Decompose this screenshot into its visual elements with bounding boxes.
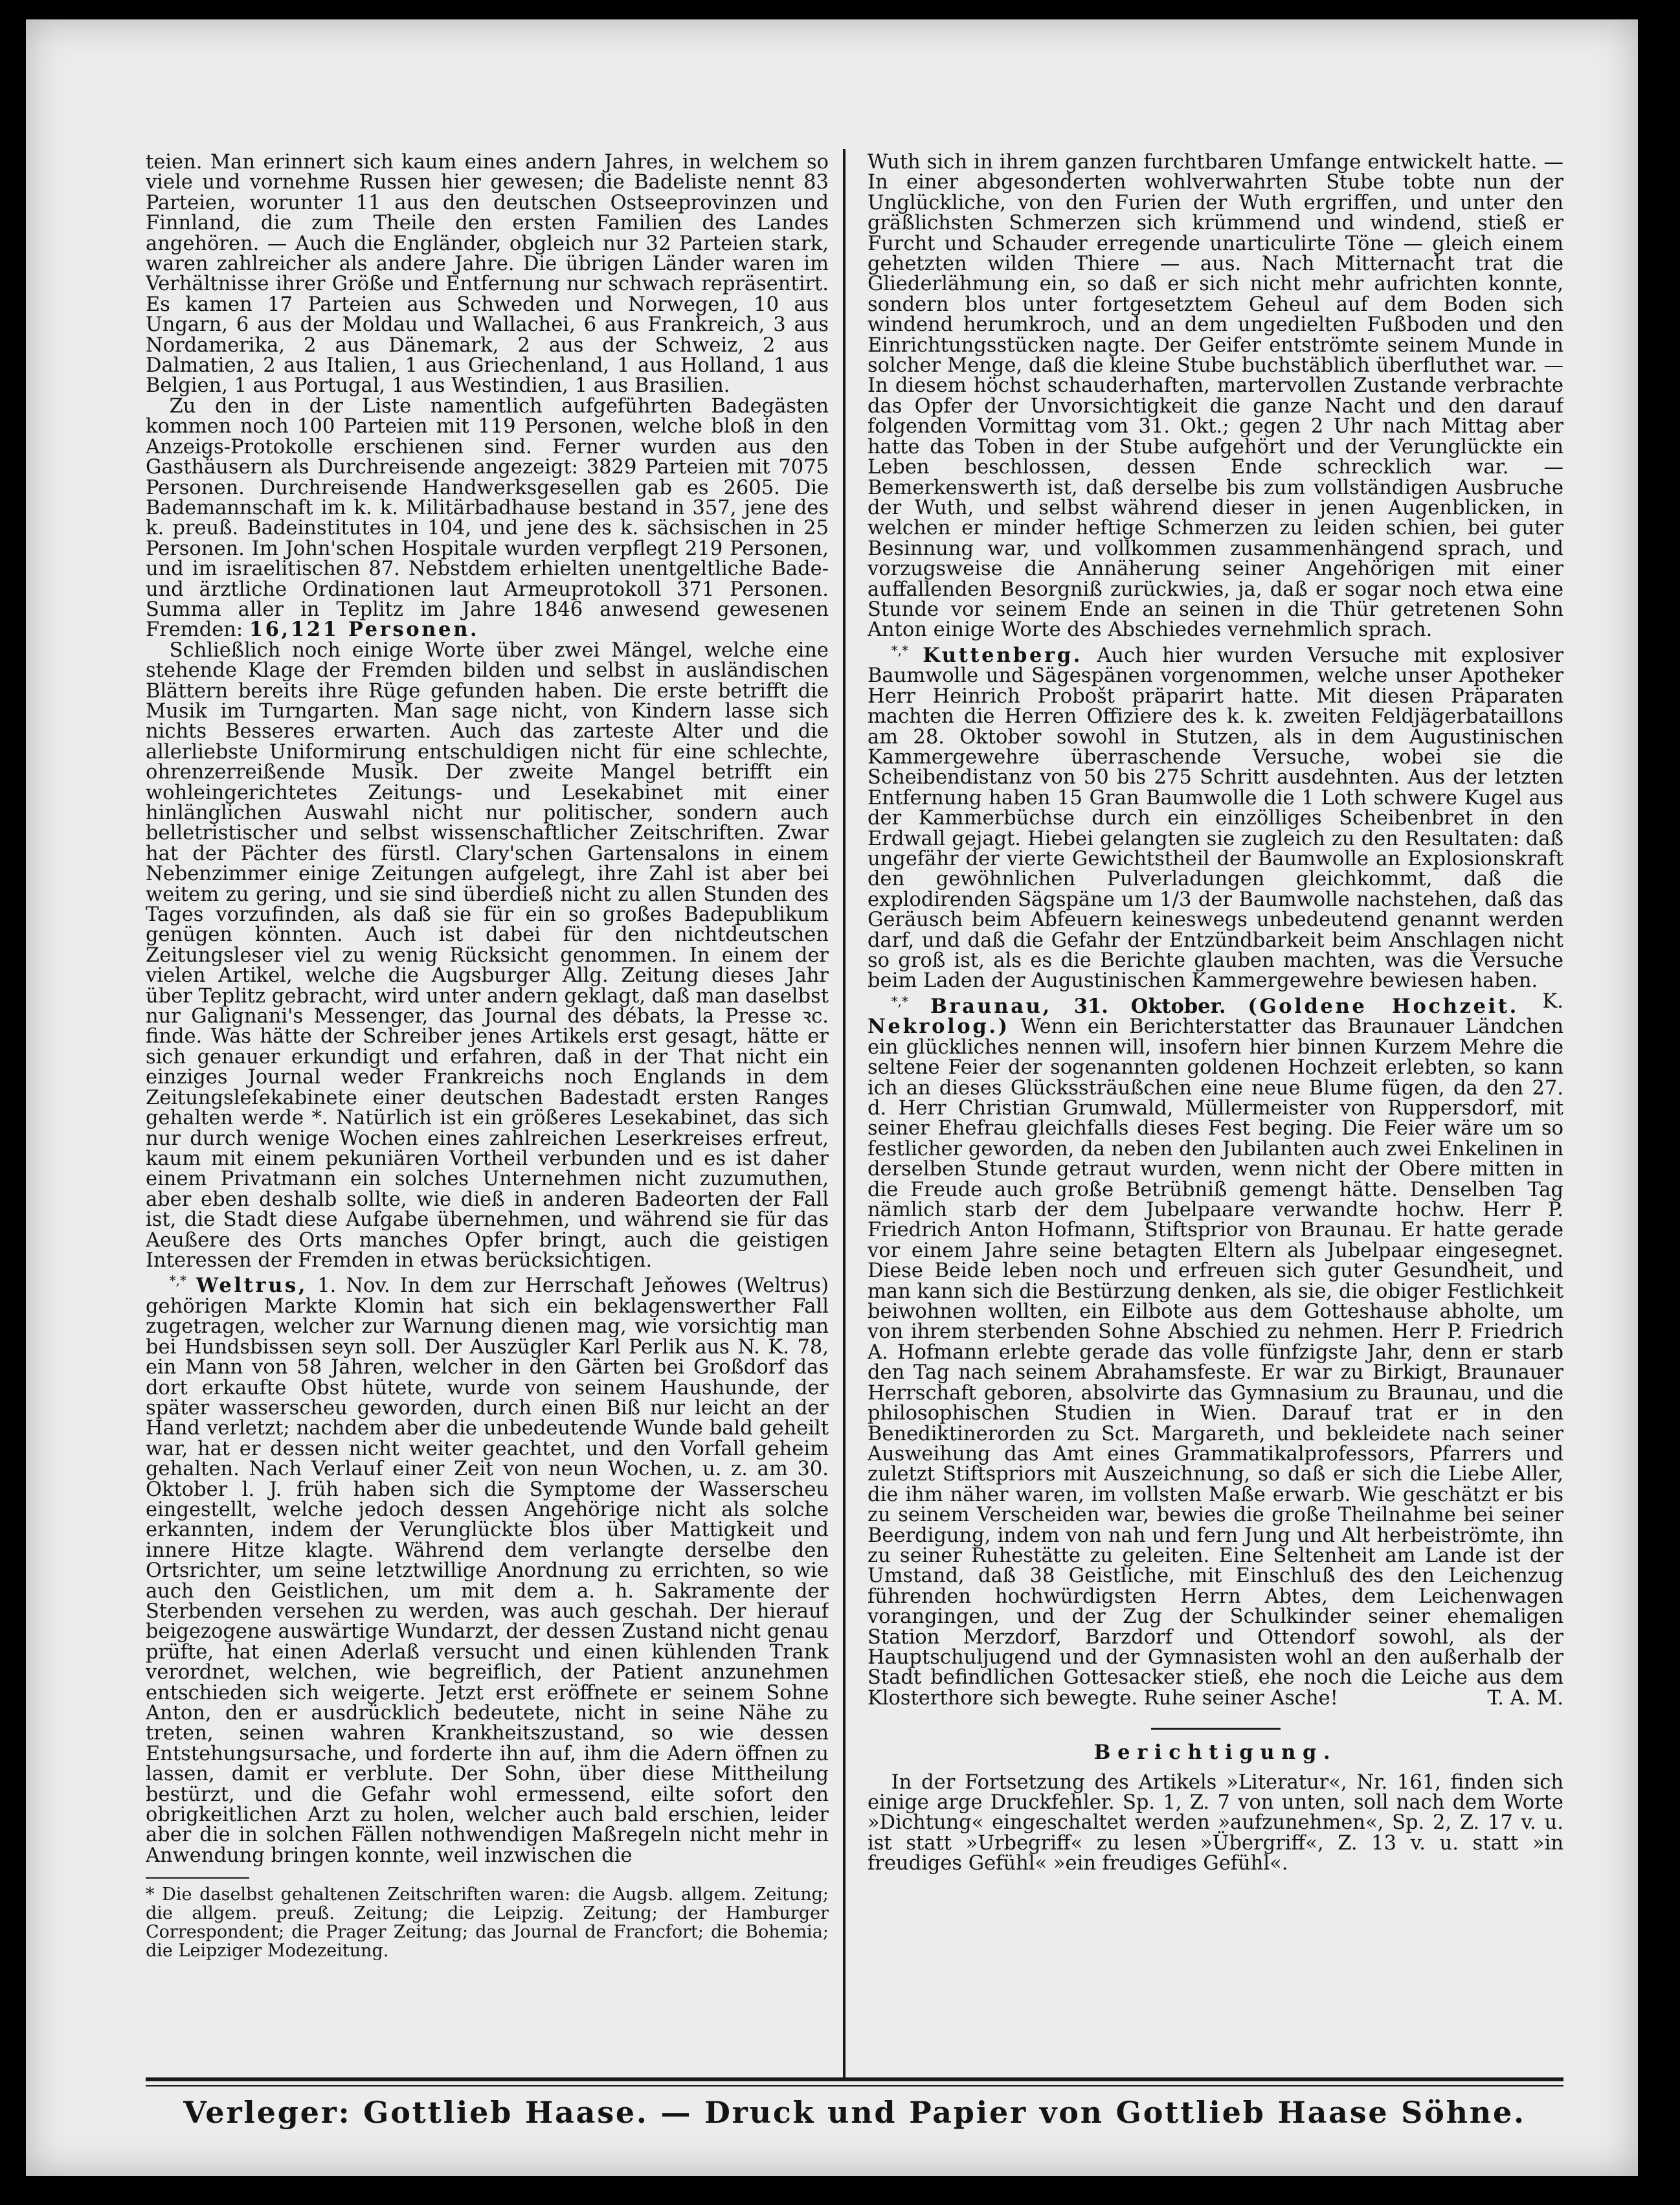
news-body: Auch hier wurden Versuche mit explosiver Baumwolle und Sägespänen vorgenommen, welche unser Apotheker Herr Heinrich Probošt präparirt hatte. Mit diesen Präparaten machten die Herren Offiziere des k. k. zweiten Feldjägerbataillons am 28. Oktober sowohl in Stutzen, als in dem Augustinischen Kammergewehre überraschende Versuche, wobei sie die Scheibendistanz von 50 bis 275 Schritt ausdehnten. Aus der letzten Entfernung haben 15 Gran Baumwolle die 1 Loth schwere Kugel aus der Kammerbüchse durch ein einzölliges Scheibenbret in den Erdwall gejagt. Hiebei gelangten sie zugleich zu den Resultaten: daß ungefähr der vierte Gewichtstheil der Baumwolle an Explosionskraft den gewöhnlichen Pulverladungen gleichkommt, daß die explodirenden Sägspäne um 1/3 der Baumwolle nachstehen, daß das Geräusch beim Abfeuern keineswegs unbedeutend genannt werden darf, und daß die Gefahr der Entzündbarkeit beim Anschlagen nicht so groß ist, als es die Berichte glauben machten, was die Versuche beim Laden der Augustinischen Kammergewehre bewiesen haben. [868,644,1563,993]
news-body: 1. Nov. In dem zur Herrschaft Jeňowes (Weltrus) gehörigen Markte Klomin hat sich ein beklagenswerther Fall zugetragen, welcher zur Warnung dienen mag, wie vorsichtig man bei Hundsbissen seyn soll. Der Auszügler Karl Perlik aus N. K. 78, ein Mann von 58 Jahren, welcher in den Gärten bei Großdorf das dort erkaufte Obst hütete, wurde von seinem Haushunde, der später wasserscheu geworden, durch einen Biß nur leicht an der Hand verletzt; nachdem aber die unbedeutende Wunde bald geheilt war, hat er dessen nicht weiter geachtet, und den Vorfall geheim gehalten. Nach Verlauf einer Zeit von neun Wochen, u. z. am 30. Oktober l. J. früh haben sich die Symptome der Wasserscheu eingestellt, welche jedoch dessen Angehörige nicht als solche erkannten, indem der Verunglückte blos über Mattigkeit und innere Hitze klagte. Während dem verlangte derselbe den Ortsrichter, um seine letztwillige Anordnung zu errichten, so wie auch den Geistlichen, um mit dem a. h. Sakramente der Sterbenden versehen zu werden, was auch geschah. Der hierauf beigezogene auswärtige Wundarzt, der dessen Zustand nicht genau prüfte, hat einen Aderlaß versucht und einen kühlenden Trank verordnet, welchen, wie begreiflich, der Patient anzunehmen entschieden sich weigerte. Jetzt erst eröffnete er seinem Sohne Anton, den er ausdrücklich bedeutete, nicht in seine Nähe zu treten, seinen wahren Krankheitszustand, so wie dessen Entstehungsursache, und forderte ihn auf, ihm die Adern öffnen zu lassen, damit er verblute. Der Sohn, über diese Mittheilung bestürzt, und die Gefahr wohl ermessend, eilte sofort den obrigkeitlichen Arzt zu holen, welcher auch bald erschien, leider aber die in solchen Fällen nothwendigen Maßregeln nicht mehr in Anwendung bringen konnte, weil inzwischen die [146,1274,829,1867]
news-item-braunau [868,991,1563,1708]
news-kicker: (Goldene Hochzeit. Nekrolog.) [868,994,1519,1039]
footnote: * Die daselbst gehaltenen Zeitschriften waren: die Augsb. allgem. Zeitung; die allgem. preuß. Zeitung; die Leipzig. Zeitung; der Hamburger Correspondent; die Prager Zeitung; das Journal de Francfort; die Bohemia; die Leipziger Modezeitung. [146,1884,829,1962]
footnote-divider [146,1877,249,1879]
asterism: *,* [891,642,908,658]
dateline-place: Kuttenberg. [923,643,1083,667]
correction-heading: Berichtigung. [1093,1741,1338,1765]
article-paragraph: teien. Man erinnert sich kaum eines andern Jahres, in welchem so viele und vornehme Russen hier gewesen; die Badeliste nennt 83 Parteien, worunter 11 aus den deutschen Ostseeprovinzen und Finnland, die zum Theile den ersten Familien des Landes angehören. — Auch die Engländer, obgleich nur 32 Parteien stark, waren zahlreicher als andere Jahre. Die übrigen Länder waren im Verhältnisse ihrer Größe und Entfernung nur schwach repräsentirt. Es kamen 17 Parteien aus Schweden und Norwegen, 10 aus Ungarn, 6 aus der Moldau und Wallachei, 6 aus Frankreich, 3 aus Nordamerika, 2 aus Dänemark, 2 aus der Schweiz, 2 aus Dalmatien, 2 aus Italien, 1 aus Griechenland, 1 aus Holland, 1 aus Belgien, 1 aus Portugal, 1 aus Westindien, 1 aus Brasilien. [146,152,829,398]
author-signature: K. [1542,989,1563,1013]
news-item-weltrus [146,1271,829,1866]
section-divider [1151,1728,1281,1730]
left-column [146,152,829,2072]
right-column [868,152,1563,2072]
article-paragraph: Schließlich noch einige Worte über zwei Mängel, welche eine stehende Klage der Fremden bilden und selbst in ausländischen Blättern bereits ihre Rüge gefunden haben. Die erste betrifft die Musik im Turngarten. Man sage nicht, von Kindern lasse sich nichts Besseres erwarten. Auch das zarteste Alter und die allerliebste Uniformirung entschuldigen nicht für eine schlechte, ohrenzerreißende Musik. Der zweite Mangel betrifft ein wohleingerichtetes Zeitungs- und Lesekabinet mit einer hinlänglichen Auswahl nicht nur politischer, sondern auch belletristischer und selbst wissenschaftlicher Zeitschriften. Zwar hat der Pächter des fürstl. Clary'schen Gartensalons in einem Nebenzimmer einige Zeitungen aufgelegt, ihre Zahl ist aber bei weitem zu gering, und sie sind überdieß nicht zu allen Stunden des Tages vorzufinden, als daß sie für ein so großes Badepublikum genügen könnten. Auch ist dabei für den nichtdeutschen Zeitungsleser viel zu wenig Rücksicht genommen. In einem der vielen Artikel, welche die Augsburger Allg. Zeitung dieses Jahr über Teplitz gebracht, wird unter andern geklagt, daß man daselbst nur Galignani's Messenger, das Journal des débats, la Presse ꝛc. finde. Was hätte der Schreiber jenes Artikels erst gesagt, hätte er sich genauer erkundigt und erfahren, daß in der That nicht ein einziges Journal weder Frankreichs noch Englands in dem Zeitungsleſekabinete einer deutschen Badestadt ersten Ranges gehalten werde *. Natürlich ist ein größeres Lesekabinet, das sich nur durch wenige Wochen eines zahlreichen Leserkreises erfreut, kaum mit einem pekuniären Vortheil verbunden und es ist daher einem Privatmann ein solches Unternehmen nicht zuzumuthen, aber eben deshalb sollte, wie dieß in anderen Badeorten der Fall ist, die Stadt diese Aufgabe übernehmen, und während sie für das Aeußere des Orts manches Opfer bringt, auch die geistigen Interessen der Fremden in etwas berücksichtigen. [146,639,829,1272]
article-paragraph [146,396,829,640]
column-divider [843,149,846,2079]
news-body: Wenn ein Berichterstatter das Braunauer Ländchen ein glückliches nennen will, insofern hier binnen Kurzem Mehre die seltene Feier der sogenannten goldenen Hochzeit erlebten, so kann ich an dieses Glückssträußchen eine neue Blume fügen, da den 27. d. Herr Christian Grumwald, Müllermeister von Ruppersdorf, mit seiner Ehefrau gleichfalls dieses Fest beging. Die Feier wäre um so festlicher geworden, da neben den Jubilanten auch zwei Enkelinen in derselben Stunde getraut wurden, wenn nicht der Obere mitten in die Freude auch große Betrübniß gemengt hätte. Denselben Tag nämlich starb der dem Jubelpaare verwandte hochw. Herr P. Friedrich Anton Hofmann, Stiftsprior von Braunau. Er hatte gerade vor einem Jahre seine betagten Eltern als Jubelpaar eingesegnet. Diese Beide leben noch und erfreuen sich guter Gesundheit, und man kann sich die Bestürzung denken, als sie, die obiger Festlichkeit beiwohnen wollten, ein Eilbote aus dem Gotteshause abholte, um von ihrem sterbenden Sohne Abschied zu nehmen. Herr P. Friedrich A. Hofmann erlebte gerade das volle fünfzigste Jahr, denn er starb den Tag nach seinem Abrahamsfeste. Er war zu Birkigt, Braunauer Herrschaft geboren, absolvirte das Gymnasium zu Braunau, und die philosophischen Studien in Wien. Darauf trat er in den Benediktinerorden zu Sct. Margareth, und bekleidete nach seiner Ausweihung das Amt eines Grammatikalprofessors, Pfarrers und zuletzt Stiftspriors mit Auszeichnung, so daß er sich die Liebe Aller, die ihm näher waren, im vollsten Maße erwarb. Wie geschätzt er bis zu seinem Verscheiden war, bewies die große Theilnahme bei seiner Beerdigung, indem von nah und fern Jung und Alt herbeiströmte, ihn zu seiner Ruhestätte zu geleiten. Eine Seltenheit am Lande ist der Umstand, daß 38 Geistliche, mit Einschluß des den Leichenzug führenden hochwürdigsten Herrn Abtes, dem Leichenwagen vorangingen, und der Zug der Schulkinder seiner ehemaligen Station Merzdorf, Barzdorf und Ottendorf sowohl, als der Hauptschuljugend und der Gymnasisten wohl an den außerhalb der Stadt befindlichen Gottesacker stieß, ehe noch die Leiche aus dem Klosterthore sich bewegte. Ruhe seiner Asche! [868,1015,1563,1710]
publisher-imprint: Verleger: Gottlieb Haase. — Druck und Papier von Gottlieb Haase Söhne. [183,2095,1526,2130]
asterism: *,* [891,993,908,1009]
imprint-rule-thin [146,2085,1563,2086]
dateline-place: Weltrus, [196,1274,308,1298]
paragraph-text: Zu den in der Liste namentlich aufgeführten Badegästen kommen noch 100 Parteien mit 119 Personen, welche bloß in den Anzeigs-Protokolle erschienen sind. Ferner wurden aus den Gasthäusern als Durchreisende angezeigt: 3829 Parteien mit 7075 Personen. Durchreisende Handwerksgesellen gab es 2605. Die Bademannschaft im k. k. Militärbadhause bestand in 357, jene des k. preuß. Badeinstitutes in 104, und jene des k. sächsischen in 25 Personen. Im John'schen Hospitale wurden verpflegt 219 Personen, und im israelitischen 87. Nebstdem erhielten unentgeltliche Bade- und ärztliche Ordinationen laut Armeuprotokoll 371 Personen. Summa aller in Teplitz im Jahre 1846 anwesend gewesenen Fremden: [146,394,829,642]
imprint-rule-thick [146,2077,1563,2081]
asterism: *,* [169,1272,186,1289]
total-visitors: 16,121 Personen. [249,618,480,642]
dateline-place: Braunau, [930,994,1052,1018]
correction-text: In der Fortsetzung des Artikels »Literatur«, Nr. 161, finden sich einige arge Druckfehler. Sp. 1, Z. 7 von unten, soll nach dem Worte »Dichtung« eingeschaltet werden »aufzunehmen«, Sp. 2, Z. 17 v. u. ist statt »Urbegriff« zu lesen »Übergriff«, Z. 13 v. u. statt »in freudiges Gefühl« »ein freudiges Gefühl«. [868,1770,1563,1875]
dateline-date: 31. Oktober. [1073,994,1226,1018]
newspaper-page [26,19,1638,2176]
article-paragraph: Wuth sich in ihrem ganzen furchtbaren Umfange entwickelt hatte. — In einer abgesonderten wohlverwahrten Stube tobte nun der Unglückliche, von den Furien der Wuth ergriffen, und unter den gräßlichsten Schmerzen sich krümmend und windend, stieß er Furcht und Schauder erregende unarticulirte Töne — gleich einem gehetzten wilden Thiere — aus. Nach Mitternacht trat die Gliederlähmung ein, so daß er sich nicht mehr aufrichten konnte, sondern blos unter fortgesetztem Geheul auf dem Boden sich windend herumkroch, und an dem ungedielten Fußboden und den Einrichtungsstücken nagte. Der Geifer entströmte seinem Munde in solcher Menge, daß die kleine Stube buchstäblich überfluthet war. — In diesem höchst schauderhaften, martervollen Zustande verbrachte das Opfer der Unvorsichtigkeit die ganze Nacht und den darauf folgenden Vormittag vom 31. Okt.; gegen 2 Uhr nach Mittag aber hatte das Toben in der Stube aufgehört und der Verunglückte ein Leben beschlossen, dessen Ende schrecklich war. — Bemerkenswerth ist, daß derselbe bis zum vollständigen Ausbruche der Wuth, und selbst während dieser in jenen Augenblicken, in welchen er minder heftige Schmerzen zu leiden schien, bei guter Besinnung war, und vollkommen zusammenhängend sprach, und vorzugsweise die Annäherung seiner Angehörigen mit einer auffallenden Besorgniß zurückwies, ja, daß er sogar noch etwa eine Stunde vor seinem Ende an seinen in die Thür getretenen Sohn Anton einige Worte des Abschiedes vernehmlich sprach. [868,152,1563,642]
author-signature: T. A. M. [1487,1686,1563,1710]
